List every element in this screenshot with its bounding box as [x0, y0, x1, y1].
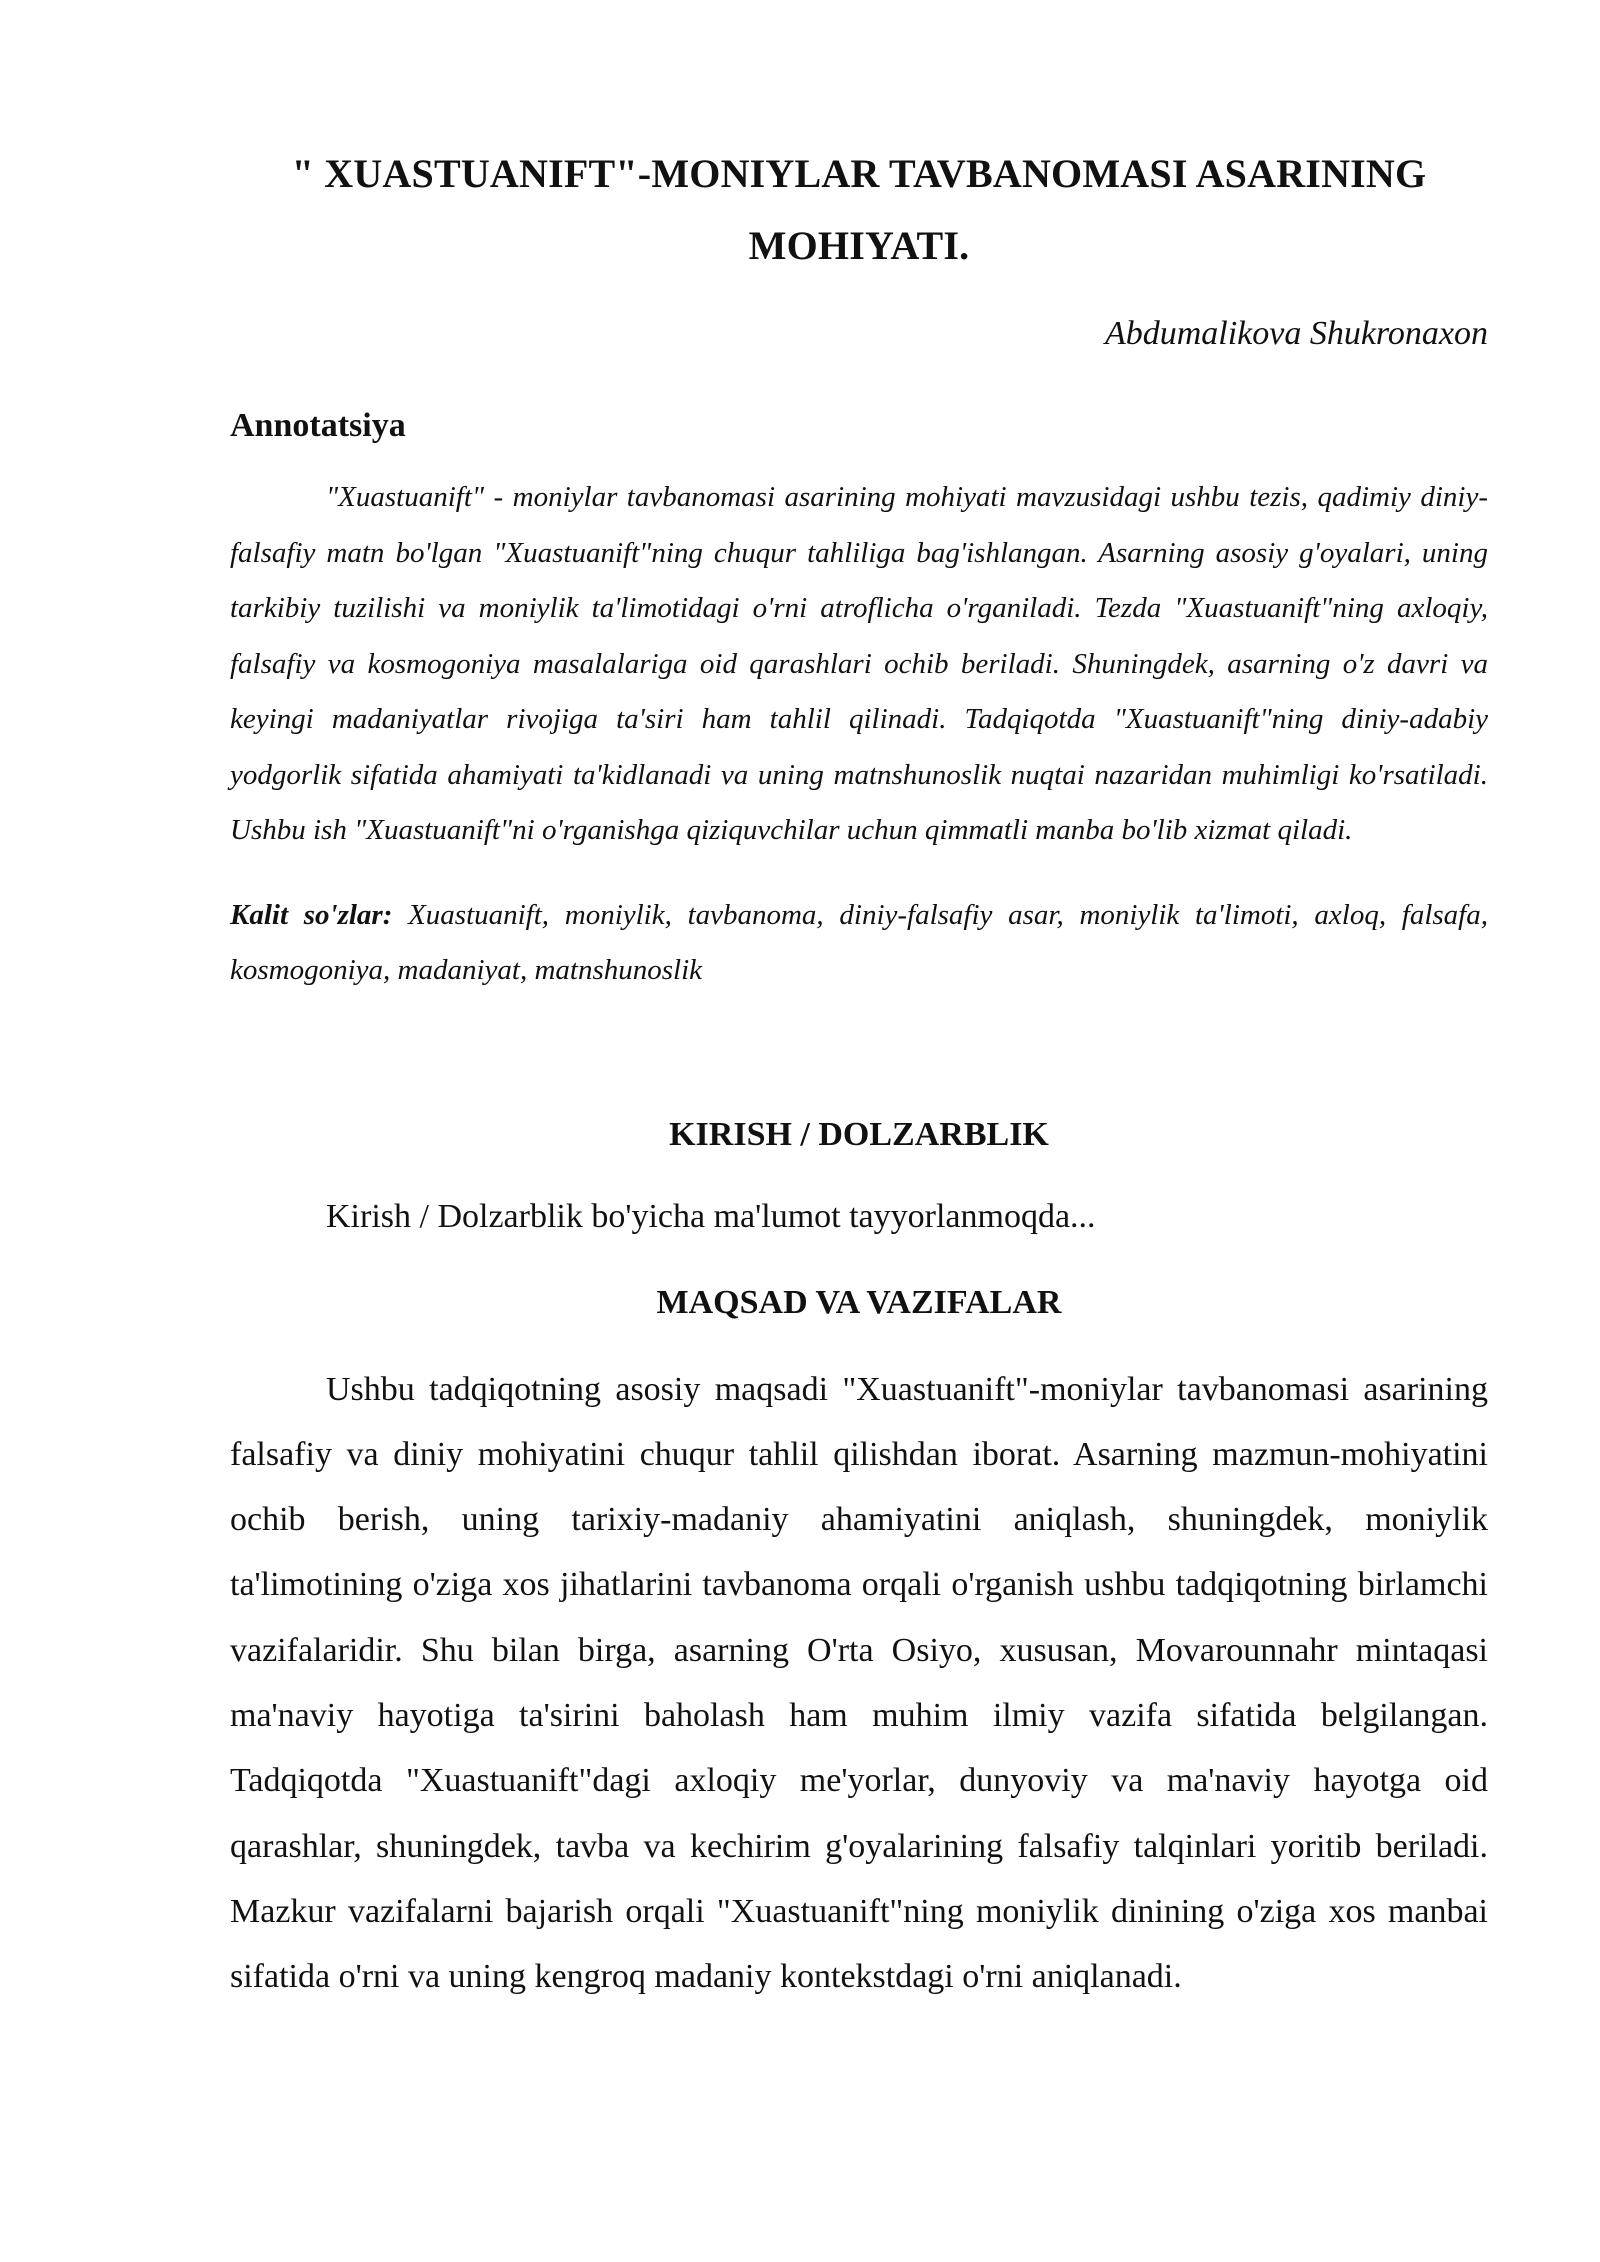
title-line-2: MOHIYATI. [748, 223, 970, 268]
keywords-label: Kalit so'zlar: [230, 898, 393, 931]
annotation-text: "Xuastuanift" - moniylar tavbanomasi asarining mohiyati mavzusidagi ushbu tezis, qadimiy diniy-falsafiy matn bo'lgan "Xuastuanift"ning chuqur tahliliga bag'ishlangan. Asarning asosiy g'oyalari, uning tarkibiy tuzilishi va moniylik ta'limotidagi o'rni atroflicha o'rganiladi. Tezda "Xuastuanift"ning axloqiy, falsafiy va kosmogoniya masalalariga oid qarashlari ochib beriladi. Shuningdek, asarning o'z davri va keyingi madaniyatlar rivojiga ta'siri ham tahlil qilinadi. Tadqiqotda "Xuastuanift"ning diniy-adabiy yodgorlik sifatida ahamiyati ta'kidlanadi va uning matnshunoslik nuqtai nazaridan muhimligi ko'rsatiladi. Ushbu ish "Xuastuanift"ni o'rganishga qiziquvchilar uchun qimmatli manba bo'lib xizmat qiladi. [230, 481, 1488, 846]
document-page [230, 0, 1488, 2043]
annotation-heading: Annotatsiya [230, 407, 406, 444]
section-heading-goals: MAQSAD VA VAZIFALAR [656, 1283, 1062, 1321]
title-line-1: " XUASTUANIFT"-MONIYLAR TAVBANOMASI ASARINING [291, 151, 1427, 196]
section-text-goals: Ushbu tadqiqotning asosiy maqsadi "Xuastuanift"-moniylar tavbanomasi asarining falsafiy va diniy mohiyatini chuqur tahlil qilishdan iborat. Asarning mazmun-mohiyatini ochib berish, uning tarixiy-madaniy ahamiyatini aniqlash, shuningdek, moniylik ta'limotining o'ziga xos jihatlarini tavbanoma orqali o'rganish ushbu tadqiqotning birlamchi vazifalaridir. Shu bilan birga, asarning O'rta Osiyo, xususan, Movarounnahr mintaqasi ma'naviy hayotiga ta'sirini baholash ham muhim ilmiy vazifa sifatida belgilangan. Tadqiqotda "Xuastuanift"dagi axloqiy me'yorlar, dunyoviy va ma'naviy hayotga oid qarashlar, shuningdek, tavba va kechirim g'oyalarining falsafiy talqinlari yoritib beriladi. Mazkur vazifalarni bajarish orqali "Xuastuanift"ning moniylik dinining o'ziga xos manbai sifatida o'rni va uning kengroq madaniy kontekstdagi o'rni aniqlanadi. [230, 1370, 1488, 1996]
document-title [230, 138, 1488, 282]
section-text-intro: Kirish / Dolzarblik bo'yicha ma'lumot tayyorlanmoqda... [326, 1197, 1096, 1235]
keywords-paragraph [230, 888, 1488, 999]
keywords-text: Xuastuanift, moniylik, tavbanoma, diniy-falsafiy asar, moniylik ta'limoti, axloq, falsafa, kosmogoniya, madaniyat, matnshunoslik [230, 898, 1488, 986]
section-heading-intro: KIRISH / DOLZARBLIK [669, 1115, 1049, 1153]
author-name: Abdumalikova Shukronaxon [1104, 315, 1488, 352]
